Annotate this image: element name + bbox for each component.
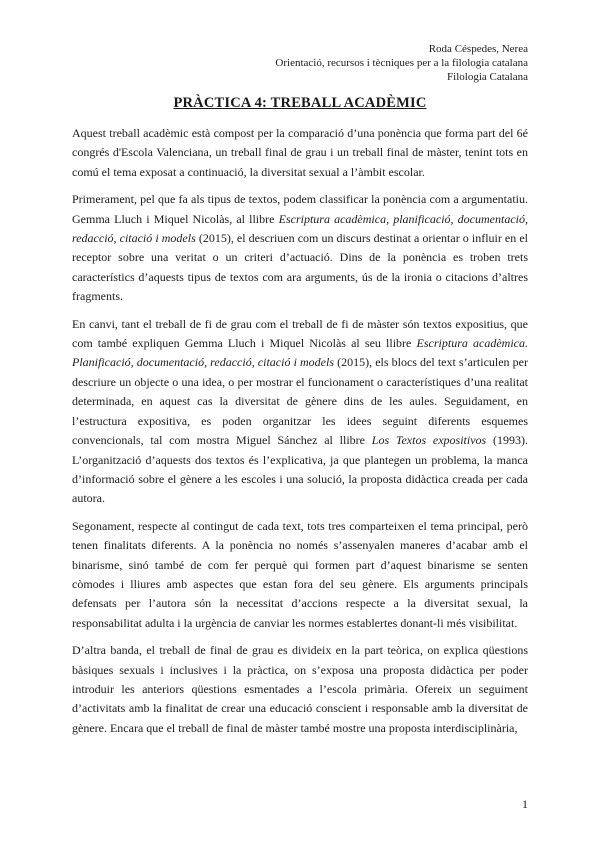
text-run: (2015), el descriuen com un discurs destinat a orientar o influir en el receptor sobre una veritat o un criteri d’actuació. Dins de la ponència es troben trets característics d’aquests tipus de textos com ara arguments, ús de la ironia o citacions d’altres fragments. xyxy=(72,231,528,304)
italic-citation: Los Textos expositivos xyxy=(371,433,487,448)
text-run: En canvi, tant el treball de fi de grau com el treball de fi de màster són textos expositius, que com també expliquen Gemma Lluch i Miquel Nicolàs al seu llibre xyxy=(72,316,528,351)
text-run: D’altra banda, el treball de final de grau es divideix en la part teòrica, on explica qüestions bàsiques sexuals i inclusives i la pràctica, on s’exposa una proposta didàctica per poder introduir les anteriors qüestions esmentades a l’escola primària. Ofereix un seguiment d’activitats amb la finalitat de crear una educació conscient i responsable amb la diversitat de gènere. Encara que el treball de final de màster també mostre una proposta interdisciplinària, xyxy=(72,643,528,735)
italic-citation: Escriptura acadèmica, planificació, documentació, redacció, citació i models xyxy=(72,211,528,246)
document-body xyxy=(72,124,528,746)
header-degree: Filologia Catalana xyxy=(447,71,528,83)
text-run: Aquest treball acadèmic està compost per la comparació d’una ponència que forma part del 6é congrés d'Escola Valenciana, un treball final de grau i un treball final de màster, tenint tots en comú el tema exposat a continuació, la diversitat sexual a l’àmbit escolar. xyxy=(72,126,528,179)
text-run: Primerament, pel que fa als tipus de textos, podem classificar la ponència com a argumentatiu. Gemma Lluch i Miquel Nicolàs, al llibre xyxy=(72,192,528,226)
italic-citation: Escriptura acadèmica. Planificació, documentació, redacció, citació i models xyxy=(72,336,528,370)
text-run: (1993). L’organització d’aquests dos textos és l’explicativa, ja que plantegen un problema, la manca d’informació sobre el gènere a les escoles i una solució, la proposta didàctica creada per cada autora. xyxy=(72,433,528,506)
text-run: Segonament, respecte al contingut de cada text, tots tres comparteixen el tema principal, però tenen finalitats diferents. A la ponència no només s’assenyalen maneres d’acabar amb el binarisme, sinó també de com fer perquè qui formen part d’aquest binarisme se senten còmodes i lliures amb aspectes que estan fora del seu gènere. Els arguments principals defensats per l’autora són la necessitat d’accions respecte a la diversitat sexual, la responsabilitat adulta i la urgència de canviar les normes establertes donant-li més visibilitat. xyxy=(72,518,528,630)
paragraph-2 xyxy=(72,190,528,306)
page-header xyxy=(275,42,528,84)
header-course: Orientació, recursos i tècniques per a la filologia catalana xyxy=(275,57,528,69)
header-author: Roda Céspedes, Nerea xyxy=(428,43,528,55)
paragraph-4 xyxy=(72,517,528,633)
paragraph-5 xyxy=(72,641,528,738)
paragraph-3 xyxy=(72,315,528,509)
document-title: PRÀCTICA 4: TREBALL ACADÈMIC xyxy=(173,95,427,111)
page-number: 1 xyxy=(522,797,528,811)
text-run: (2015), els blocs del text s’articulen per descriure un objecte o una idea, o per mostrar el funcionament o característiques d’una realitat determinada, en aquest cas la diversitat de gènere dins de les aules. Seguidament, en l’estructura expositiva, es poden organitzar les idees seguint diferents esquemes convencionals, tal com mostra Miguel Sánchez al llibre xyxy=(72,355,528,448)
paragraph-1 xyxy=(72,124,528,182)
